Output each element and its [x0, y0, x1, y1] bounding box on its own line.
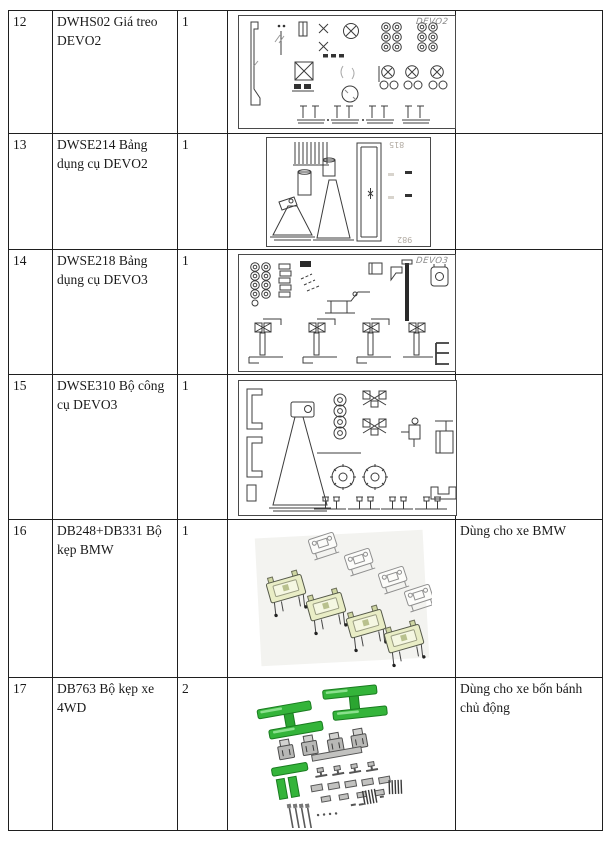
table-row-17	[9, 678, 603, 831]
4wd-clamp-set-render	[250, 682, 434, 828]
quantity-cell: 1	[178, 520, 228, 678]
table-row-12	[9, 11, 603, 134]
note-cell	[456, 11, 603, 134]
description-cell: DWHS02 Giá treo DEVO2	[53, 11, 178, 134]
bmw-clamp-set-render	[252, 526, 432, 670]
row-index: 16	[9, 520, 53, 678]
image-cell	[228, 520, 456, 678]
parts-table	[8, 10, 603, 831]
image-cell	[228, 375, 456, 520]
row-index: 14	[9, 250, 53, 375]
product-render-svg	[250, 682, 434, 828]
devo2-hanger-parts-drawing	[238, 15, 456, 129]
quantity-cell: 1	[178, 11, 228, 134]
table-row-15	[9, 375, 603, 520]
quantity-cell: 1	[178, 250, 228, 375]
description-cell: DWSE218 Bảng dụng cụ DEVO3	[53, 250, 178, 375]
row-index: 13	[9, 134, 53, 250]
note-cell: Dùng cho xe bốn bánh chủ động	[456, 678, 603, 831]
note-cell	[456, 250, 603, 375]
row-index: 17	[9, 678, 53, 831]
table-row-13	[9, 134, 603, 250]
note-cell	[456, 375, 603, 520]
quantity-cell: 1	[178, 134, 228, 250]
table-row-16	[9, 520, 603, 678]
image-cell	[228, 678, 456, 831]
quantity-cell: 1	[178, 375, 228, 520]
technical-drawing-svg	[239, 16, 455, 128]
devo3-tool-board-drawing	[238, 254, 456, 372]
drawing-title-label: DEVO2	[415, 17, 449, 27]
note-cell: Dùng cho xe BMW	[456, 520, 603, 678]
description-cell: DWSE214 Bảng dụng cụ DEVO2	[53, 134, 178, 250]
drawing-title-label: DEVO3	[415, 256, 449, 266]
faint-stamp-top: 815	[388, 140, 404, 149]
quantity-cell: 2	[178, 678, 228, 831]
image-cell	[228, 134, 456, 250]
image-cell	[228, 250, 456, 375]
product-render-svg	[252, 526, 432, 670]
technical-drawing-svg	[267, 138, 430, 246]
image-cell	[228, 11, 456, 134]
technical-drawing-svg	[239, 381, 456, 515]
faint-stamp-bottom: 982	[396, 235, 412, 244]
devo2-tool-board-drawing	[266, 137, 431, 247]
description-cell: DB763 Bộ kẹp xe 4WD	[53, 678, 178, 831]
devo3-tool-set-drawing	[238, 380, 457, 516]
note-cell	[456, 134, 603, 250]
description-cell: DB248+DB331 Bộ kẹp BMW	[53, 520, 178, 678]
table-row-14	[9, 250, 603, 375]
row-index: 12	[9, 11, 53, 134]
description-cell: DWSE310 Bộ công cụ DEVO3	[53, 375, 178, 520]
row-index: 15	[9, 375, 53, 520]
technical-drawing-svg	[239, 255, 455, 371]
